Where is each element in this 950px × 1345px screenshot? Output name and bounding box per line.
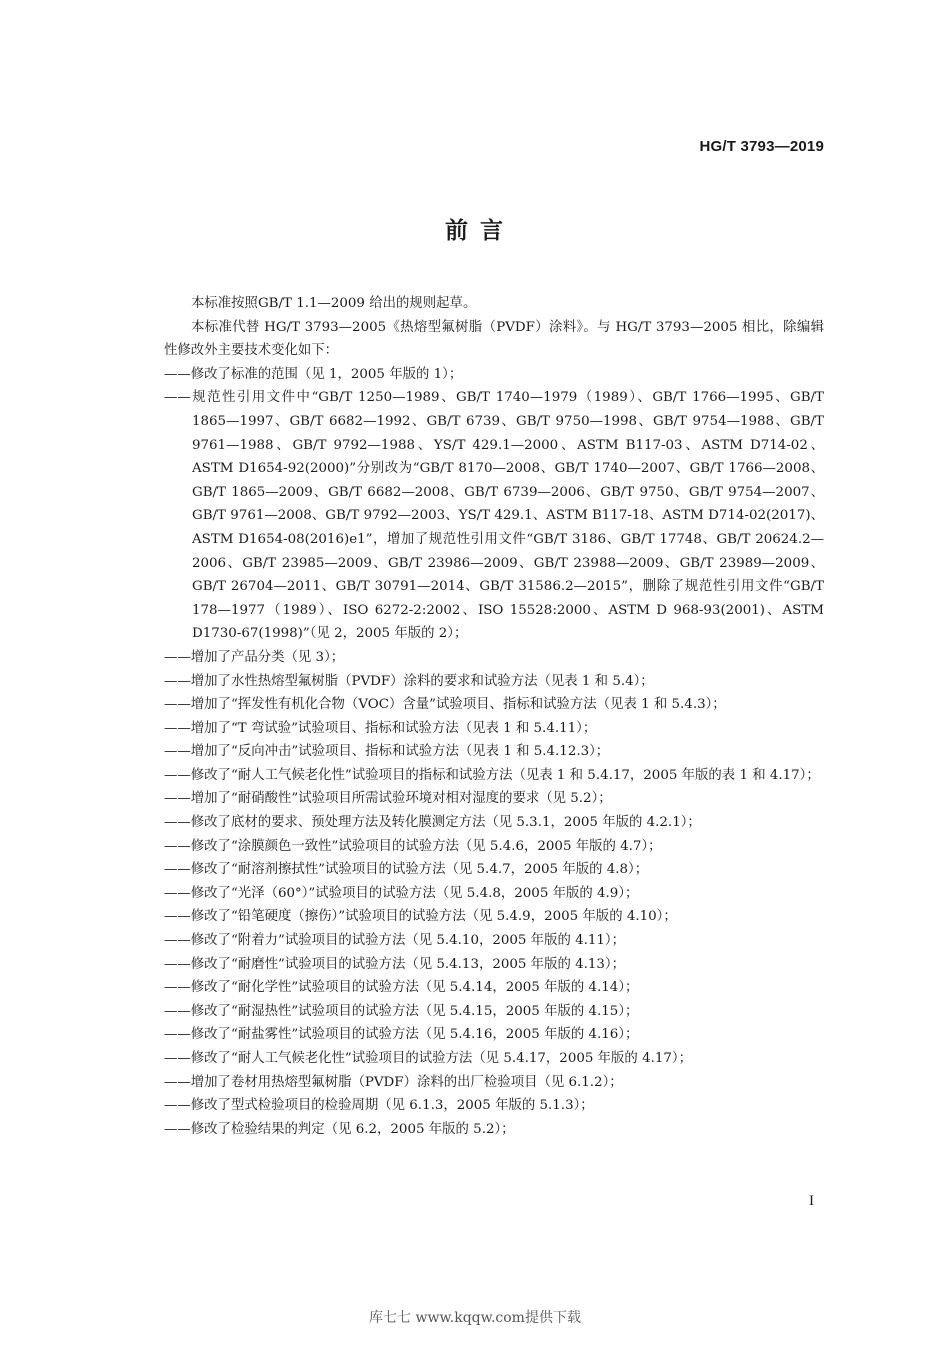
list-item: ——修改了“耐溶剂擦拭性”试验项目的试验方法（见 5.4.7，2005 年版的 4.8）； [164, 862, 649, 878]
list-item: ——增加了“挥发性有机化合物（VOC）含量”试验项目、指标和试验方法（见表 1 和 5.4.3）； [164, 697, 726, 713]
list-item: ——修改了“耐磨性”试验项目的试验方法（见 5.4.13，2005 年版的 4.13）； [164, 956, 626, 972]
list-item: ——规范性引用文件中“GB/T 1250—1989、GB/T 1740—1979（1989）、GB/T 1766—1995、GB/T 1865—1997、GB/T 6682—1992、GB/T 6739、GB/T 9750—1998、GB/T 9754—1988、GB/T 9761—1988、GB/T 9792—1988、YS/T 429.1—2000、ASTM B117-03、ASTM D714-02、ASTM D1654-92(2000)”分别改为“GB/T 8170—2008、GB/T 1740—2007、GB/T 1766—2008、GB/T 1865—2009、GB/T 6682—2008、GB/T 6739—2006、GB/T 9750、GB/T 9754—2007、GB/T 9761—2008、GB/T 9792—2003、YS/T 429.1、ASTM B117-18、ASTM D714-02(2017)、ASTM D1654-08(2016)e1”，增加了规范性引用文件“GB/T 3186、GB/T 17748、GB/T 20624.2—2006、GB/T 23985—2009、GB/T 23986—2009、GB/T 23988—2009、GB/T 23989—2009、GB/T 26704—2011、GB/T 30791—2014、GB/T 31586.2—2015”，删除了规范性引用文件“GB/T 178—1977（1989）、ISO 6272-2:2002、ISO 15528:2000、ASTM D 968-93(2001)、ASTM D1730-67(1998)”（见 2，2005 年版的 2）； [164, 390, 824, 642]
list-item: ——修改了检验结果的判定（见 6.2，2005 年版的 5.2）； [164, 1121, 515, 1137]
list-item: ——修改了“耐盐雾性”试验项目的试验方法（见 5.4.16，2005 年版的 4.16）； [164, 1027, 639, 1043]
download-footer: 库七七 www.kqqw.com提供下载 [369, 1310, 581, 1326]
list-item: ——增加了产品分类（见 3）； [164, 649, 345, 665]
list-item: ——修改了“耐人工气候老化性”试验项目的指标和试验方法（见表 1 和 5.4.17，2005 年版的表 1 和 4.17）； [164, 767, 820, 783]
list-item: ——修改了“附着力”试验项目的试验方法（见 5.4.10，2005 年版的 4.11）； [164, 933, 626, 949]
list-item: ——增加了水性热熔型氟树脂（PVDF）涂料的要求和试验方法（见表 1 和 5.4）； [164, 673, 654, 689]
list-item: ——增加了“T 弯试验”试验项目、指标和试验方法（见表 1 和 5.4.11）； [164, 720, 597, 736]
list-item: ——修改了“涂膜颜色一致性”试验项目的试验方法（见 5.4.6，2005 年版的 4.7）； [164, 838, 662, 854]
list-item: ——修改了“光泽（60°）”试验项目的试验方法（见 5.4.8，2005 年版的 4.9）； [164, 885, 639, 901]
page-title: 前 言 [444, 218, 505, 244]
paragraph: 本标准代替 HG/T 3793—2005《热熔型氟树脂（PVDF）涂料》。与 HG/T 3793—2005 相比，除编辑性修改外主要技术变化如下： [164, 319, 824, 359]
list-item: ——修改了“耐化学性”试验项目的试验方法（见 5.4.14，2005 年版的 4.14）； [164, 980, 639, 996]
list-item: ——增加了“反向冲击”试验项目、指标和试验方法（见表 1 和 5.4.12.3）； [164, 744, 610, 760]
list-item: ——修改了“耐人工气候老化性”试验项目的试验方法（见 5.4.17，2005 年版的 4.17）； [164, 1051, 692, 1066]
list-item: ——增加了卷材用热熔型氟树脂（PVDF）涂料的出厂检验项目（见 6.1.2）； [164, 1074, 623, 1090]
list-item: ——修改了底材的要求、预处理方法及转化膜测定方法（见 5.3.1，2005 年版的 4.2.1）； [164, 815, 701, 831]
standard-code: HG/T 3793—2019 [699, 138, 824, 155]
list-item: ——修改了标准的范围（见 1，2005 年版的 1）； [164, 366, 463, 382]
list-item: ——修改了“铅笔硬度（擦伤）”试验项目的试验方法（见 5.4.9，2005 年版的 4.10）； [164, 909, 677, 925]
paragraph: 本标准按照GB/T 1.1—2009 给出的规则起草。 [191, 296, 477, 311]
document-body [164, 292, 824, 1141]
page-number: I [809, 1193, 814, 1209]
list-item: ——修改了“耐湿热性”试验项目的试验方法（见 5.4.15，2005 年版的 4.15）； [164, 1003, 639, 1019]
list-item: ——增加了“耐硝酸性”试验项目所需试验环境对相对湿度的要求（见 5.2）； [164, 791, 612, 807]
list-item: ——修改了型式检验项目的检验周期（见 6.1.3，2005 年版的 5.1.3）； [164, 1098, 594, 1114]
